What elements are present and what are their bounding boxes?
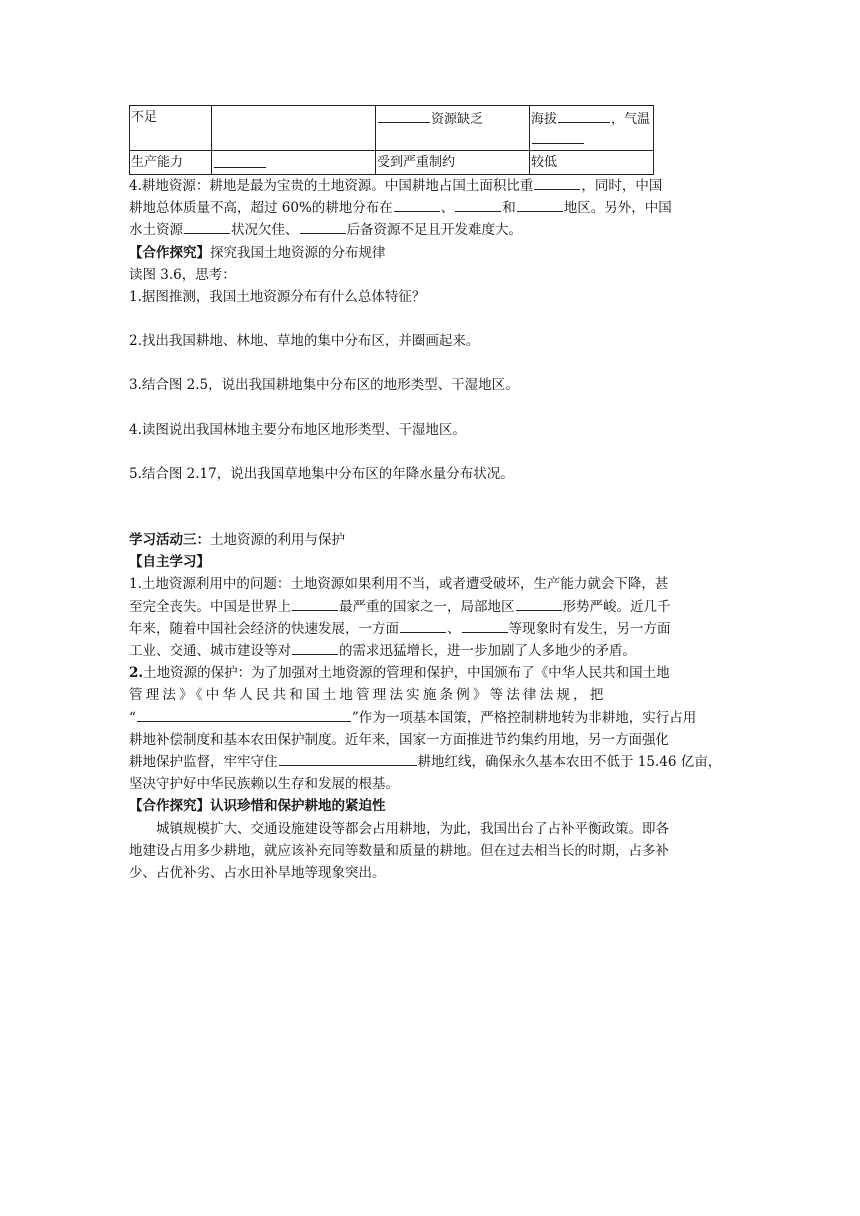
table-cell: 较低 xyxy=(530,151,654,175)
table-row xyxy=(130,151,654,175)
question-5: 5.结合图 2.17，说出我国草地集中分布区的年降水量分布状况。 xyxy=(129,465,514,482)
answer-space[interactable] xyxy=(129,308,733,330)
land-resource-table xyxy=(129,105,654,175)
fill-blank[interactable] xyxy=(300,219,346,234)
question-2: 2.找出我国耕地、林地、草地的集中分布区，并圈画起来。 xyxy=(129,333,480,350)
answer-space[interactable] xyxy=(129,485,733,529)
fill-blank[interactable] xyxy=(292,596,338,611)
fill-blank[interactable] xyxy=(378,108,430,123)
land-protection-paragraph: 2.土地资源的保护：为了加强对土地资源的管理和保护，中国颁布了《中华人民共和国土地 管理法》《中华人民共和国土地管理法实施条例》等法律法规，把 “ ”作为一项基本国策，严格控制耕地转为非耕地，实行占用 耕地补偿制度和基本农田保护制度。近年来，国家一方面推进节约集约用地，另一方面强化 耕地保护监督，牢牢守住 耕地红线，确保永久基本农田不低于 15.46 亿亩， 坚决守护好中华民族赖以生存和发展的根基。 xyxy=(129,665,722,793)
answer-space[interactable] xyxy=(129,441,733,463)
fill-blank[interactable] xyxy=(462,618,508,633)
land-use-problems-paragraph: 1.土地资源利用中的问题：土地资源如果利用不当，或者遭受破坏，生产能力就会下降，甚 至完全丧失。中国是世界上 最严重的国家之一，局部地区 形势严峻。近几千 年来，随着中国社会经济的快速发展，一方面 、 等现象时有发生，另一方面 工业、交通、城市建设等对 的需求迅猛增长，进一步加剧了人多地少的矛盾。 xyxy=(129,576,671,660)
fill-blank[interactable] xyxy=(455,197,501,212)
fill-blank[interactable] xyxy=(184,219,230,234)
fill-blank[interactable] xyxy=(394,197,440,212)
fill-blank[interactable] xyxy=(137,707,351,722)
fill-blank[interactable] xyxy=(534,175,580,190)
policy-paragraph: 城镇规模扩大、交通设施建设等都会占用耕地，为此，我国出台了占补平衡政策。即各 地建设占用多少耕地，就应该补充同等数量和质量的耕地。但在过去相当长的时期，占多补 少、占优补劣、占水田补旱地等现象突出。 xyxy=(129,820,669,882)
table-cell: 生产能力 xyxy=(130,151,212,175)
self-study-heading: 【自主学习】 xyxy=(129,554,210,571)
question-4: 4.读图说出我国林地主要分布地区地形类型、干湿地区。 xyxy=(129,421,466,438)
table-cell: 资源缺乏 xyxy=(376,106,530,151)
table-cell: 不足 xyxy=(130,106,212,151)
table-cell: 受到严重制约 xyxy=(376,151,530,175)
fill-blank[interactable] xyxy=(517,197,563,212)
table-cell: 海拔 ，气温 xyxy=(530,106,654,151)
fill-blank[interactable] xyxy=(214,153,266,168)
fill-blank[interactable] xyxy=(516,596,562,611)
fill-blank[interactable] xyxy=(292,640,338,655)
section-heading: 【合作探究】探究我国土地资源的分布规律 xyxy=(129,244,386,261)
fill-blank[interactable] xyxy=(532,129,584,144)
question-3: 3.结合图 2.5，说出我国耕地集中分布区的地形类型、干湿地区。 xyxy=(129,377,519,394)
activity-title: 学习活动三：土地资源的利用与保护 xyxy=(129,532,345,549)
table-cell xyxy=(212,151,376,175)
answer-space[interactable] xyxy=(129,352,733,374)
table-row xyxy=(130,106,654,151)
document-content xyxy=(129,105,733,884)
fill-blank[interactable] xyxy=(279,751,417,766)
fill-blank[interactable] xyxy=(400,618,446,633)
section-heading: 【合作探究】认识珍惜和保护耕地的紧迫性 xyxy=(129,798,386,815)
cultivated-land-paragraph: 4.耕地资源：耕地是最为宝贵的土地资源。中国耕地占国土面积比重 ，同时，中国 耕地总体质量不高，超过 60%的耕地分布在 、 和 地区。另外，中国 水土资源 状况欠佳、 后备资源不足且开发难度大。 xyxy=(129,175,733,242)
reading-instruction: 读图 3.6，思考： xyxy=(129,266,236,283)
table-cell xyxy=(212,106,376,151)
question-1: 1.据图推测，我国土地资源分布有什么总体特征？ xyxy=(129,289,426,306)
answer-space[interactable] xyxy=(129,397,733,419)
fill-blank[interactable] xyxy=(558,108,610,123)
